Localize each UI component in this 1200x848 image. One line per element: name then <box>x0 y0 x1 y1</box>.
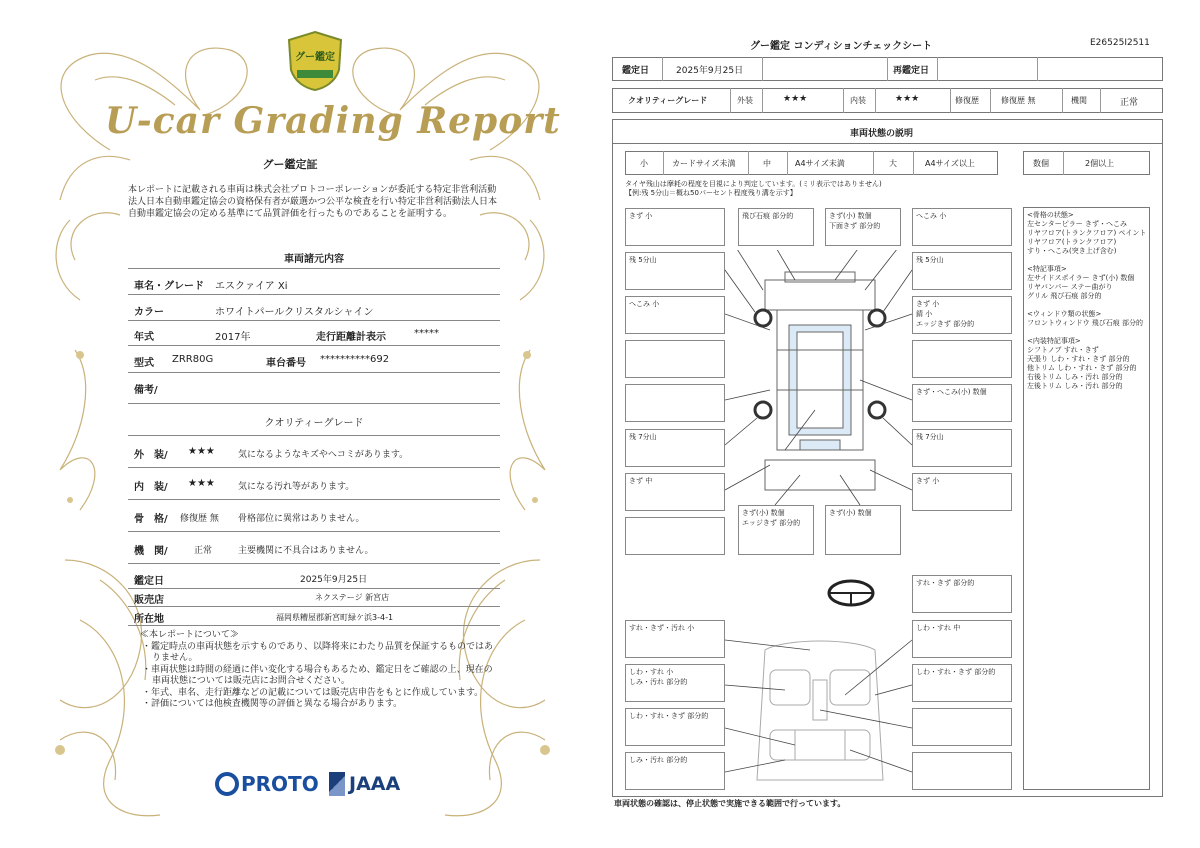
divider <box>128 268 500 269</box>
divider <box>128 563 500 564</box>
engine-grade-label: 機 関/ <box>134 546 168 557</box>
notes-title: ≪本レポートについて≫ <box>140 630 239 640</box>
interior-grade-value: ★★★ <box>188 478 215 489</box>
exterior-grade-label: 外 装/ <box>134 450 168 461</box>
proto-logo: PROTO <box>241 772 319 796</box>
interior-damage-box: しわ・すれ・きず 部分的 <box>625 708 725 746</box>
repair-value: 修復歴 無 <box>1001 96 1036 105</box>
grade-label: クオリティーグレード <box>628 96 708 105</box>
ext-value: ★★★ <box>783 94 808 104</box>
badge-text: グー鑑定 <box>295 52 335 63</box>
sheet-title: グー鑑定 コンディションチェックシート <box>750 41 933 52</box>
logos <box>215 770 415 800</box>
inspection-date-label: 鑑定日 <box>134 576 164 587</box>
remarks-item: 左後トリム しみ・汚れ 部分的 <box>1027 382 1123 390</box>
footer-note: 車両状態の確認は、停止状態で実施できる範囲で行っています。 <box>614 799 846 808</box>
divider <box>128 372 500 373</box>
interior-damage-box: しみ・汚れ 部分的 <box>625 752 725 790</box>
damage-box: きず(小) 数個 <box>825 505 901 555</box>
int-value: ★★★ <box>895 94 920 104</box>
date-label: 鑑定日 <box>622 66 650 76</box>
chassis-label: 車台番号 <box>266 358 306 369</box>
note-item: ・年式、車名、走行距離などの記載については販売店申告をもとに作成しています。 <box>142 687 484 698</box>
frame-grade-value: 修復歴 無 <box>180 514 219 524</box>
damage-box: 残 7分山 <box>625 429 725 467</box>
remarks-item: フロントウィンドウ 飛び石痕 部分的 <box>1027 319 1144 327</box>
divider <box>128 345 500 346</box>
interior-damage-box <box>912 752 1012 790</box>
chassis-value: **********692 <box>320 354 390 365</box>
ext-label: 外装 <box>737 96 753 105</box>
note-item: ・鑑定時点の車両状態を示すものであり、以降将来にわたり品質を保証するものではありません。 <box>142 641 494 663</box>
damage-box: きず・へこみ(小) 数個 <box>912 384 1012 422</box>
remarks-heading: <骨格の状態> <box>1027 211 1074 219</box>
damage-box: へこみ 小 <box>625 296 725 334</box>
model-value: ZRR80G <box>172 354 214 365</box>
interior-damage-box: すれ・きず・汚れ 小 <box>625 620 725 658</box>
car-name-value: エスクァイア Xi <box>215 281 288 292</box>
remarks-item: リヤフロア(トランクフロア) ペイント <box>1027 229 1147 237</box>
damage-box: きず 小 <box>912 473 1012 511</box>
damage-box <box>625 517 725 555</box>
remarks-heading: <特記事項> <box>1027 265 1067 273</box>
car-name-label: 車名・グレード <box>134 281 204 292</box>
legend-count: 数個 <box>1033 159 1049 168</box>
damage-box: 残 5分山 <box>912 252 1012 290</box>
damage-box <box>625 384 725 422</box>
frame-grade-label: 骨 格/ <box>134 514 168 525</box>
legend-small: 小 <box>640 159 648 168</box>
remarks-list <box>1027 211 1146 391</box>
mileage-label: 走行距離計表示 <box>316 332 386 343</box>
divider <box>128 625 500 626</box>
remarks-item: すり・へこみ(突き上げ含む) <box>1027 247 1117 255</box>
date-value: 2025年9月25日 <box>676 66 744 76</box>
divider <box>128 499 500 500</box>
year-label: 年式 <box>134 332 154 343</box>
mileage-value: ***** <box>414 328 439 339</box>
interior-damage-box: しわ・すれ・きず 部分的 <box>912 664 1012 702</box>
address-value: 福岡県糟屋郡新宮町緑ケ浜3-4-1 <box>276 613 394 622</box>
car-interior-diagram <box>725 630 915 790</box>
divider <box>128 294 500 295</box>
engine-value: 正常 <box>1120 98 1139 108</box>
certificate-title: U-car Grading Report <box>105 100 561 142</box>
remarks-item: リヤバンパー ステー曲がり <box>1027 283 1113 291</box>
remarks-item: 他トリム しわ・すれ・きず 部分的 <box>1027 364 1137 372</box>
certificate-statement: 本レポートに記載される車両は株式会社プロトコーポレーションが委託する特定非営利活動法人日本自動車鑑定協会の資格保有者が厳選かつ公平な検査を行い特定非営利活動法人日本自動車鑑定協会の定める基準にて品質評価を行ったものであることを証明する。 <box>128 185 498 219</box>
remarks-item: 左センターピラー きず・へこみ <box>1027 220 1127 228</box>
divider <box>128 435 500 436</box>
dealer-value: ネクステージ 新宮店 <box>315 593 390 602</box>
damage-box <box>625 340 725 378</box>
color-value: ホワイトパールクリスタルシャイン <box>215 307 374 318</box>
remarks-item: 天張り しわ・すれ・きず 部分的 <box>1027 355 1130 363</box>
interior-damage-box: しわ・すれ 中 <box>912 620 1012 658</box>
divider <box>128 531 500 532</box>
tire-note: タイヤ残山は摩耗の程度を目視により判定しています。(ミリ表示ではありません) <box>625 180 882 188</box>
damage-box: きず(小) 数個 下面きず 部分的 <box>825 208 901 246</box>
damage-box: へこみ 小 <box>912 208 1012 246</box>
status-title: 車両状態の説明 <box>850 129 914 139</box>
damage-box: きず(小) 数個 エッジきず 部分的 <box>738 505 814 555</box>
interior-damage-box: しわ・すれ 小 しみ・汚れ 部分的 <box>625 664 725 702</box>
remarks-heading: <内装特記事項> <box>1027 337 1081 345</box>
damage-box: 残 5分山 <box>625 252 725 290</box>
damage-box: きず 小 錆 小 エッジきず 部分的 <box>912 296 1012 334</box>
dealer-label: 販売店 <box>134 595 164 606</box>
divider <box>128 467 500 468</box>
exterior-grade-comment: 気になるようなキズやヘコミがあります。 <box>238 450 409 460</box>
steering-wheel-icon <box>826 578 876 608</box>
address-label: 所在地 <box>134 614 164 625</box>
exterior-grade-value: ★★★ <box>188 446 215 457</box>
int-label: 内装 <box>850 96 866 105</box>
damage-box: きず 中 <box>625 473 725 511</box>
interior-grade-label: 内 装/ <box>134 482 168 493</box>
remarks-label: 備考/ <box>134 385 158 396</box>
jaaa-logo-icon <box>329 772 345 796</box>
engine-grade-comment: 主要機関に不具合はありません。 <box>238 546 374 556</box>
legend-count-desc: 2個以上 <box>1085 159 1115 168</box>
report-notes <box>140 630 495 711</box>
divider <box>128 403 500 404</box>
damage-box: 飛び石痕 部分的 <box>738 208 814 246</box>
spec-section-title: 車両諸元内容 <box>284 254 344 265</box>
certificate-subtitle: グー鑑定証 <box>262 158 318 171</box>
remarks-heading: <ウィンドウ類の状態> <box>1027 310 1102 318</box>
remarks-item: リヤフロア(トランクフロア) <box>1027 238 1117 246</box>
model-label: 型式 <box>134 358 154 369</box>
jaaa-logo: JAAA <box>349 773 401 795</box>
damage-box: きず 小 <box>625 208 725 246</box>
engine-grade-value: 正常 <box>194 546 213 556</box>
remarks-item: グリル 飛び石痕 部分的 <box>1027 292 1102 300</box>
engine-label: 機関 <box>1071 96 1087 105</box>
divider <box>128 320 500 321</box>
note-item: ・評価については他検査機関等の評価と異なる場合があります。 <box>142 699 403 709</box>
legend-large: 大 <box>889 159 897 168</box>
legend-mid-desc: A4サイズ未満 <box>795 159 845 168</box>
quality-section-title: クオリティーグレード <box>264 418 364 429</box>
repair-label: 修復歴 <box>955 96 979 105</box>
interior-damage-box <box>912 708 1012 746</box>
damage-box <box>912 340 1012 378</box>
color-label: カラー <box>134 307 164 318</box>
interior-grade-comment: 気になる汚れ等があります。 <box>238 482 355 492</box>
proto-logo-icon <box>215 772 239 796</box>
goo-kantei-badge <box>285 30 345 92</box>
grading-certificate <box>40 20 600 840</box>
damage-box: 残 7分山 <box>912 429 1012 467</box>
frame-grade-comment: 骨格部位に異常はありません。 <box>238 514 365 524</box>
legend-small-desc: カードサイズ未満 <box>672 159 736 168</box>
legend-large-desc: A4サイズ以上 <box>925 159 975 168</box>
remarks-item: シフトノブ すれ・きず <box>1027 346 1099 354</box>
car-exterior-diagram <box>725 250 915 510</box>
remarks-item: 右後トリム しみ・汚れ 部分的 <box>1027 373 1123 381</box>
year-value: 2017年 <box>215 332 251 343</box>
interior-damage-box: すれ・きず 部分的 <box>912 575 1012 613</box>
legend-mid: 中 <box>763 159 771 168</box>
divider <box>128 606 500 607</box>
document-id: E26525I2511 <box>1090 38 1150 48</box>
divider <box>128 588 500 589</box>
remarks-item: 左サイドスポイラー きず(小) 数個 <box>1027 274 1135 282</box>
redate-label: 再鑑定日 <box>893 66 930 76</box>
note-item: ・車両状態は時間の経過に伴い変化する場合もあるため、鑑定日をご確認の上、現在の車両状態については販売店にお問合せください。 <box>142 664 493 686</box>
tire-note-example: 【例:残 5分山＝概ね50パーセント程度残り溝を示す】 <box>625 189 797 197</box>
inspection-date-value: 2025年9月25日 <box>300 575 368 585</box>
